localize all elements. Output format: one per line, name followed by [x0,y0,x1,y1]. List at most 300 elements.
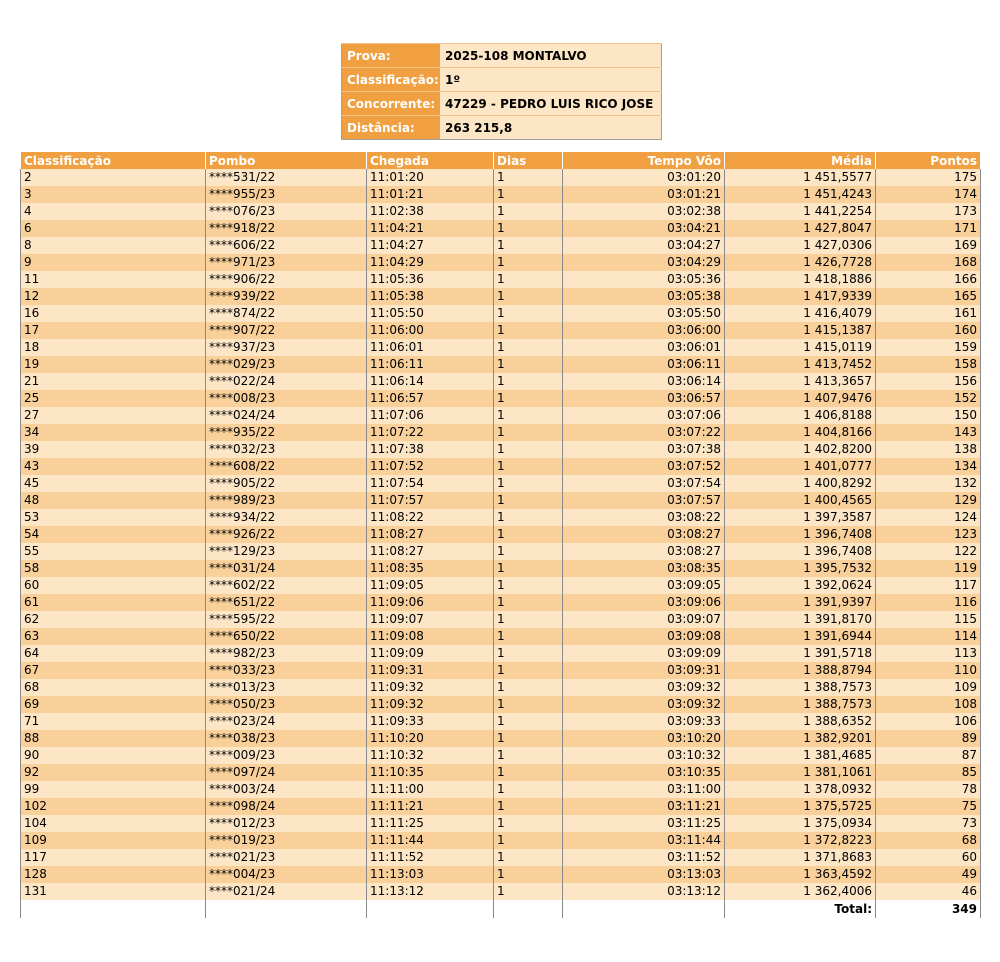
cell-pombo: ****022/24 [206,373,367,390]
cell-pombo: ****918/22 [206,220,367,237]
cell-tempo-voo: 03:09:08 [563,628,725,645]
cell-classificacao: 63 [21,628,206,645]
table-row [21,747,981,764]
table-row [21,424,981,441]
cell-tempo-voo: 03:06:11 [563,356,725,373]
cell-pombo: ****021/24 [206,883,367,900]
cell-pontos: 68 [876,832,981,849]
cell-dias: 1 [494,713,563,730]
cell-chegada: 11:06:01 [367,339,494,356]
cell-tempo-voo: 03:07:22 [563,424,725,441]
classificacao-value: 1º [440,68,662,92]
table-row [21,526,981,543]
table-row [21,560,981,577]
cell-tempo-voo: 03:09:07 [563,611,725,628]
cell-media: 1 382,9201 [725,730,876,747]
cell-pombo: ****606/22 [206,237,367,254]
cell-pontos: 169 [876,237,981,254]
cell-dias: 1 [494,390,563,407]
cell-media: 1 441,2254 [725,203,876,220]
table-row [21,543,981,560]
cell-pombo: ****650/22 [206,628,367,645]
cell-pombo: ****097/24 [206,764,367,781]
cell-classificacao: 43 [21,458,206,475]
cell-tempo-voo: 03:08:27 [563,543,725,560]
table-row [21,713,981,730]
cell-pombo: ****934/22 [206,509,367,526]
cell-classificacao: 67 [21,662,206,679]
cell-chegada: 11:11:21 [367,798,494,815]
table-row [21,356,981,373]
cell-chegada: 11:04:29 [367,254,494,271]
cell-media: 1 392,0624 [725,577,876,594]
cell-pontos: 129 [876,492,981,509]
cell-pontos: 115 [876,611,981,628]
table-row [21,594,981,611]
cell-dias: 1 [494,373,563,390]
cell-classificacao: 27 [21,407,206,424]
cell-classificacao: 6 [21,220,206,237]
cell-pombo: ****937/23 [206,339,367,356]
cell-dias: 1 [494,628,563,645]
table-row [21,271,981,288]
cell-dias: 1 [494,815,563,832]
cell-chegada: 11:06:11 [367,356,494,373]
cell-tempo-voo: 03:11:52 [563,849,725,866]
cell-classificacao: 8 [21,237,206,254]
cell-classificacao: 131 [21,883,206,900]
cell-pombo: ****032/23 [206,441,367,458]
cell-classificacao: 104 [21,815,206,832]
cell-pombo: ****008/23 [206,390,367,407]
cell-tempo-voo: 03:06:14 [563,373,725,390]
cell-media: 1 362,4006 [725,883,876,900]
cell-dias: 1 [494,560,563,577]
cell-classificacao: 58 [21,560,206,577]
distancia-label: Distância: [342,116,441,140]
cell-chegada: 11:04:27 [367,237,494,254]
cell-chegada: 11:10:32 [367,747,494,764]
cell-media: 1 388,8794 [725,662,876,679]
cell-media: 1 451,5577 [725,169,876,186]
cell-tempo-voo: 03:01:21 [563,186,725,203]
cell-dias: 1 [494,730,563,747]
cell-dias: 1 [494,849,563,866]
cell-dias: 1 [494,611,563,628]
cell-chegada: 11:09:07 [367,611,494,628]
cell-chegada: 11:08:35 [367,560,494,577]
cell-chegada: 11:13:03 [367,866,494,883]
cell-tempo-voo: 03:09:32 [563,679,725,696]
cell-chegada: 11:02:38 [367,203,494,220]
cell-pombo: ****989/23 [206,492,367,509]
table-row [21,577,981,594]
cell-pontos: 89 [876,730,981,747]
total-spacer [563,900,725,918]
cell-media: 1 363,4592 [725,866,876,883]
cell-tempo-voo: 03:11:44 [563,832,725,849]
cell-pontos: 174 [876,186,981,203]
table-row [21,730,981,747]
table-row [21,662,981,679]
cell-classificacao: 4 [21,203,206,220]
cell-dias: 1 [494,662,563,679]
cell-media: 1 402,8200 [725,441,876,458]
cell-pontos: 158 [876,356,981,373]
cell-pontos: 166 [876,271,981,288]
cell-pombo: ****939/22 [206,288,367,305]
col-header-dias: Dias [494,152,563,169]
cell-classificacao: 68 [21,679,206,696]
cell-dias: 1 [494,577,563,594]
cell-pontos: 152 [876,390,981,407]
total-value: 349 [876,900,981,918]
cell-media: 1 415,0119 [725,339,876,356]
cell-media: 1 416,4079 [725,305,876,322]
cell-pontos: 113 [876,645,981,662]
total-label: Total: [725,900,876,918]
col-header-media: Média [725,152,876,169]
cell-dias: 1 [494,339,563,356]
cell-media: 1 371,8683 [725,849,876,866]
cell-chegada: 11:01:21 [367,186,494,203]
cell-chegada: 11:10:35 [367,764,494,781]
cell-media: 1 375,5725 [725,798,876,815]
cell-pombo: ****906/22 [206,271,367,288]
cell-dias: 1 [494,509,563,526]
cell-pontos: 168 [876,254,981,271]
cell-pombo: ****050/23 [206,696,367,713]
cell-tempo-voo: 03:05:50 [563,305,725,322]
cell-media: 1 407,9476 [725,390,876,407]
cell-dias: 1 [494,407,563,424]
cell-media: 1 404,8166 [725,424,876,441]
table-row [21,322,981,339]
cell-classificacao: 128 [21,866,206,883]
cell-pombo: ****907/22 [206,322,367,339]
cell-media: 1 400,8292 [725,475,876,492]
cell-tempo-voo: 03:04:27 [563,237,725,254]
cell-tempo-voo: 03:07:54 [563,475,725,492]
table-row [21,849,981,866]
cell-classificacao: 55 [21,543,206,560]
table-row [21,390,981,407]
cell-media: 1 391,6944 [725,628,876,645]
cell-classificacao: 88 [21,730,206,747]
cell-dias: 1 [494,203,563,220]
cell-media: 1 427,8047 [725,220,876,237]
cell-chegada: 11:09:32 [367,679,494,696]
cell-pombo: ****021/23 [206,849,367,866]
cell-media: 1 388,6352 [725,713,876,730]
cell-chegada: 11:07:52 [367,458,494,475]
cell-classificacao: 53 [21,509,206,526]
table-row [21,866,981,883]
info-row-prova [342,44,662,68]
cell-chegada: 11:09:06 [367,594,494,611]
cell-tempo-voo: 03:04:29 [563,254,725,271]
cell-pombo: ****009/23 [206,747,367,764]
cell-pontos: 60 [876,849,981,866]
cell-chegada: 11:13:12 [367,883,494,900]
cell-tempo-voo: 03:11:21 [563,798,725,815]
cell-media: 1 397,3587 [725,509,876,526]
table-row [21,237,981,254]
cell-media: 1 391,9397 [725,594,876,611]
cell-tempo-voo: 03:07:38 [563,441,725,458]
cell-chegada: 11:07:54 [367,475,494,492]
cell-classificacao: 2 [21,169,206,186]
cell-tempo-voo: 03:06:00 [563,322,725,339]
cell-pombo: ****651/22 [206,594,367,611]
cell-media: 1 417,9339 [725,288,876,305]
cell-dias: 1 [494,866,563,883]
cell-classificacao: 92 [21,764,206,781]
cell-tempo-voo: 03:06:57 [563,390,725,407]
cell-classificacao: 54 [21,526,206,543]
cell-classificacao: 60 [21,577,206,594]
cell-chegada: 11:11:00 [367,781,494,798]
cell-pombo: ****024/24 [206,407,367,424]
cell-classificacao: 18 [21,339,206,356]
cell-chegada: 11:01:20 [367,169,494,186]
total-spacer [206,900,367,918]
cell-dias: 1 [494,594,563,611]
cell-pontos: 138 [876,441,981,458]
cell-chegada: 11:08:27 [367,526,494,543]
cell-chegada: 11:08:27 [367,543,494,560]
cell-pontos: 110 [876,662,981,679]
table-row [21,832,981,849]
cell-chegada: 11:07:22 [367,424,494,441]
cell-tempo-voo: 03:09:33 [563,713,725,730]
cell-media: 1 406,8188 [725,407,876,424]
total-row [21,900,981,918]
cell-pontos: 49 [876,866,981,883]
cell-classificacao: 69 [21,696,206,713]
prova-value: 2025-108 MONTALVO [440,44,662,68]
table-row [21,611,981,628]
cell-classificacao: 102 [21,798,206,815]
cell-pombo: ****013/23 [206,679,367,696]
cell-classificacao: 48 [21,492,206,509]
cell-pontos: 156 [876,373,981,390]
cell-pontos: 87 [876,747,981,764]
cell-tempo-voo: 03:10:20 [563,730,725,747]
cell-pombo: ****003/24 [206,781,367,798]
cell-classificacao: 61 [21,594,206,611]
cell-chegada: 11:11:44 [367,832,494,849]
cell-pontos: 122 [876,543,981,560]
cell-chegada: 11:11:52 [367,849,494,866]
cell-tempo-voo: 03:10:32 [563,747,725,764]
cell-classificacao: 90 [21,747,206,764]
cell-pontos: 114 [876,628,981,645]
cell-tempo-voo: 03:04:21 [563,220,725,237]
cell-pontos: 161 [876,305,981,322]
cell-pontos: 124 [876,509,981,526]
cell-pombo: ****935/22 [206,424,367,441]
cell-pombo: ****031/24 [206,560,367,577]
cell-pombo: ****874/22 [206,305,367,322]
cell-media: 1 391,5718 [725,645,876,662]
cell-pombo: ****033/23 [206,662,367,679]
cell-media: 1 375,0934 [725,815,876,832]
cell-dias: 1 [494,832,563,849]
cell-chegada: 11:05:36 [367,271,494,288]
cell-classificacao: 17 [21,322,206,339]
cell-pontos: 75 [876,798,981,815]
cell-media: 1 381,1061 [725,764,876,781]
cell-dias: 1 [494,424,563,441]
info-row-classificacao [342,68,662,92]
cell-dias: 1 [494,492,563,509]
cell-classificacao: 62 [21,611,206,628]
cell-pontos: 73 [876,815,981,832]
cell-tempo-voo: 03:06:01 [563,339,725,356]
cell-dias: 1 [494,305,563,322]
total-spacer [367,900,494,918]
cell-chegada: 11:09:31 [367,662,494,679]
table-row [21,305,981,322]
cell-media: 1 427,0306 [725,237,876,254]
results-table [20,152,981,918]
cell-chegada: 11:06:14 [367,373,494,390]
cell-tempo-voo: 03:08:27 [563,526,725,543]
cell-pombo: ****029/23 [206,356,367,373]
cell-dias: 1 [494,747,563,764]
cell-pontos: 159 [876,339,981,356]
cell-dias: 1 [494,254,563,271]
cell-pombo: ****531/22 [206,169,367,186]
cell-media: 1 388,7573 [725,679,876,696]
col-header-pombo: Pombo [206,152,367,169]
cell-media: 1 451,4243 [725,186,876,203]
cell-chegada: 11:09:33 [367,713,494,730]
cell-tempo-voo: 03:05:38 [563,288,725,305]
cell-chegada: 11:08:22 [367,509,494,526]
cell-dias: 1 [494,271,563,288]
table-row [21,645,981,662]
cell-media: 1 372,8223 [725,832,876,849]
cell-pombo: ****129/23 [206,543,367,560]
table-row [21,764,981,781]
cell-classificacao: 16 [21,305,206,322]
cell-chegada: 11:09:09 [367,645,494,662]
classificacao-label: Classificação: [342,68,441,92]
cell-tempo-voo: 03:07:57 [563,492,725,509]
table-row [21,441,981,458]
cell-pontos: 171 [876,220,981,237]
cell-classificacao: 19 [21,356,206,373]
cell-tempo-voo: 03:09:32 [563,696,725,713]
cell-pombo: ****926/22 [206,526,367,543]
cell-dias: 1 [494,543,563,560]
cell-chegada: 11:06:00 [367,322,494,339]
cell-media: 1 396,7408 [725,526,876,543]
cell-pombo: ****982/23 [206,645,367,662]
col-header-pontos: Pontos [876,152,981,169]
cell-media: 1 381,4685 [725,747,876,764]
cell-dias: 1 [494,798,563,815]
cell-dias: 1 [494,441,563,458]
cell-dias: 1 [494,356,563,373]
cell-dias: 1 [494,458,563,475]
cell-media: 1 378,0932 [725,781,876,798]
cell-dias: 1 [494,883,563,900]
cell-chegada: 11:10:20 [367,730,494,747]
cell-dias: 1 [494,288,563,305]
cell-classificacao: 12 [21,288,206,305]
concorrente-value: 47229 - PEDRO LUIS RICO JOSE [440,92,662,116]
info-row-concorrente [342,92,662,116]
cell-media: 1 413,7452 [725,356,876,373]
cell-media: 1 400,4565 [725,492,876,509]
cell-chegada: 11:07:38 [367,441,494,458]
cell-pontos: 119 [876,560,981,577]
cell-media: 1 415,1387 [725,322,876,339]
cell-pontos: 116 [876,594,981,611]
cell-media: 1 396,7408 [725,543,876,560]
cell-pontos: 160 [876,322,981,339]
cell-tempo-voo: 03:10:35 [563,764,725,781]
race-info-table [341,43,662,140]
cell-classificacao: 117 [21,849,206,866]
cell-tempo-voo: 03:11:25 [563,815,725,832]
col-header-tempo-voo: Tempo Vôo [563,152,725,169]
table-row [21,696,981,713]
table-row [21,815,981,832]
cell-classificacao: 109 [21,832,206,849]
cell-media: 1 426,7728 [725,254,876,271]
cell-dias: 1 [494,781,563,798]
cell-pontos: 106 [876,713,981,730]
table-row [21,679,981,696]
cell-pombo: ****004/23 [206,866,367,883]
cell-pombo: ****098/24 [206,798,367,815]
cell-pontos: 143 [876,424,981,441]
cell-classificacao: 25 [21,390,206,407]
cell-media: 1 388,7573 [725,696,876,713]
cell-pontos: 150 [876,407,981,424]
cell-classificacao: 99 [21,781,206,798]
cell-classificacao: 9 [21,254,206,271]
cell-dias: 1 [494,186,563,203]
cell-pontos: 173 [876,203,981,220]
cell-pombo: ****019/23 [206,832,367,849]
cell-classificacao: 71 [21,713,206,730]
table-row [21,288,981,305]
distancia-value: 263 215,8 [440,116,662,140]
cell-pombo: ****905/22 [206,475,367,492]
table-row [21,458,981,475]
cell-dias: 1 [494,526,563,543]
cell-tempo-voo: 03:11:00 [563,781,725,798]
cell-pombo: ****038/23 [206,730,367,747]
cell-chegada: 11:09:05 [367,577,494,594]
info-row-distancia [342,116,662,140]
table-row [21,628,981,645]
total-spacer [21,900,206,918]
cell-dias: 1 [494,220,563,237]
table-row [21,203,981,220]
cell-chegada: 11:09:08 [367,628,494,645]
table-row [21,186,981,203]
cell-pontos: 165 [876,288,981,305]
cell-classificacao: 45 [21,475,206,492]
cell-chegada: 11:07:57 [367,492,494,509]
table-row [21,509,981,526]
